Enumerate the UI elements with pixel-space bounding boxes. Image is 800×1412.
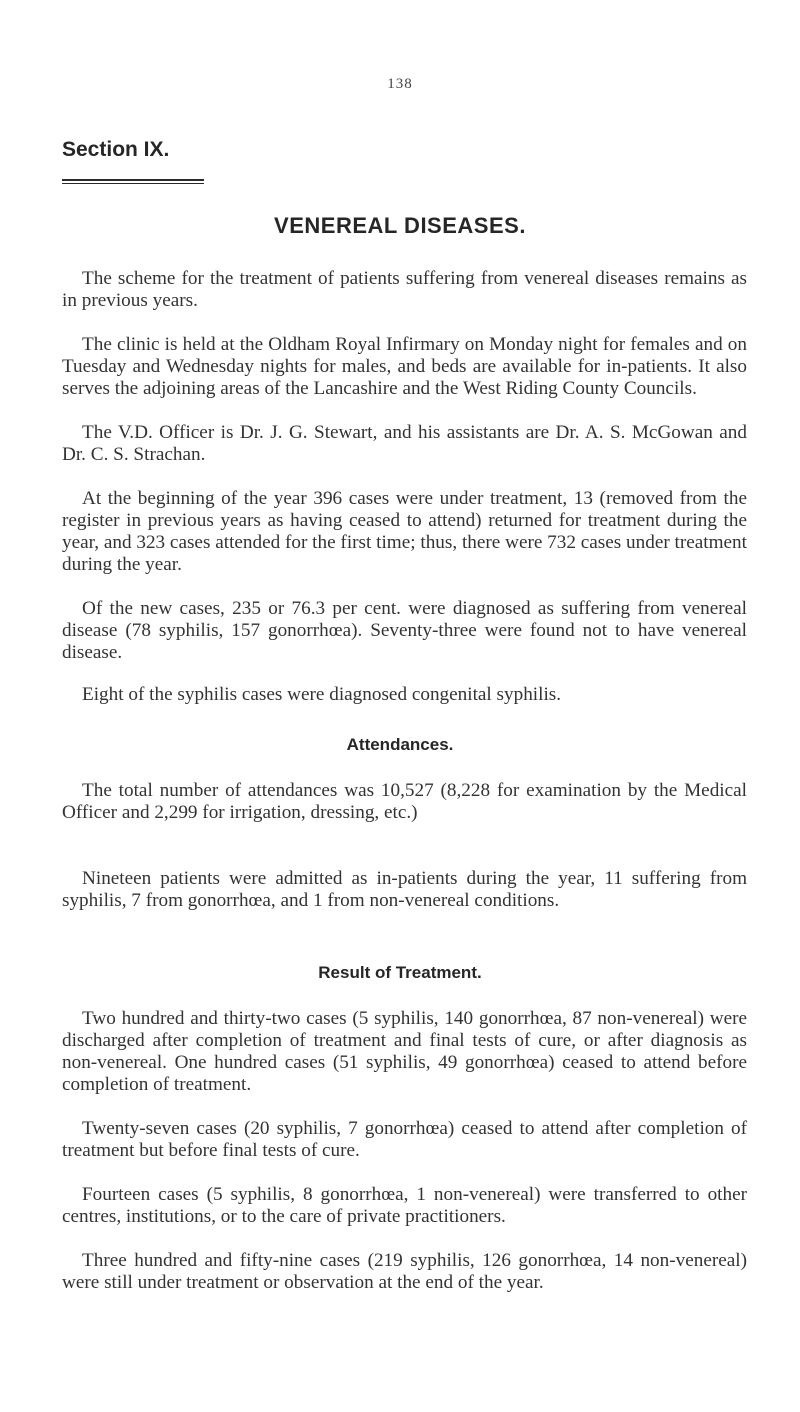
page-number: 138 <box>387 76 413 92</box>
paragraph-still-under-treatment: Three hundred and fifty-nine cases (219 syphilis, 126 gonorrhœa, 14 non-venereal) were still under treatment or observation at the end of the year. <box>62 1250 747 1293</box>
section-label: Section IX. <box>62 138 170 161</box>
paragraph-transferred: Fourteen cases (5 syphilis, 8 gonorrhœa, 1 non-venereal) were transferred to other centres, institutions, or to the care of private practitioners. <box>62 1184 747 1227</box>
paragraph-vd-officer: The V.D. Officer is Dr. J. G. Stewart, and his assistants are Dr. A. S. McGowan and Dr. C. S. Strachan. <box>62 422 747 465</box>
section-underline <box>62 179 204 184</box>
paragraph-cases-under-treatment: At the beginning of the year 396 cases were under treatment, 13 (removed from the register in previous years as having ceased to attend) returned for treatment during the year, and 323 cases attended for the first time; thus, there were 732 cases under treatment during the year. <box>62 488 747 575</box>
paragraph-scheme: The scheme for the treatment of patients suffering from venereal diseases remains as in previous years. <box>62 268 747 311</box>
paragraph-congenital: Eight of the syphilis cases were diagnosed congenital syphilis. <box>82 684 562 705</box>
heading-result-of-treatment: Result of Treatment. <box>318 963 482 982</box>
paragraph-total-attendances: The total number of attendances was 10,527 (8,228 for examination by the Medical Officer and 2,299 for irrigation, dressing, etc.) <box>62 780 747 823</box>
paragraph-ceased-after-completion: Twenty-seven cases (20 syphilis, 7 gonorrhœa) ceased to attend after completion of treatment but before final tests of cure. <box>62 1118 747 1161</box>
paragraph-in-patients: Nineteen patients were admitted as in-patients during the year, 11 suffering from syphilis, 7 from gonorrhœa, and 1 from non-venereal conditions. <box>62 868 747 911</box>
paragraph-new-cases: Of the new cases, 235 or 76.3 per cent. were diagnosed as suffering from venereal disease (78 syphilis, 157 gonorrhœa). Seventy-three were found not to have venereal disease. <box>62 598 747 663</box>
heading-attendances: Attendances. <box>346 735 454 754</box>
page-title: VENEREAL DISEASES. <box>274 213 526 238</box>
paragraph-clinic: The clinic is held at the Oldham Royal Infirmary on Monday night for females and on Tuesday and Wednesday nights for males, and beds are available for in-patients. It also serves the adjoining areas of the Lancashire and the West Riding County Councils. <box>62 334 747 399</box>
paragraph-discharged: Two hundred and thirty-two cases (5 syphilis, 140 gonorrhœa, 87 non-venereal) were discharged after completion of treatment and final tests of cure, or after diagnosis as non-venereal. One hundred cases (51 syphilis, 49 gonorrhœa) ceased to attend before completion of treatment. <box>62 1008 747 1095</box>
